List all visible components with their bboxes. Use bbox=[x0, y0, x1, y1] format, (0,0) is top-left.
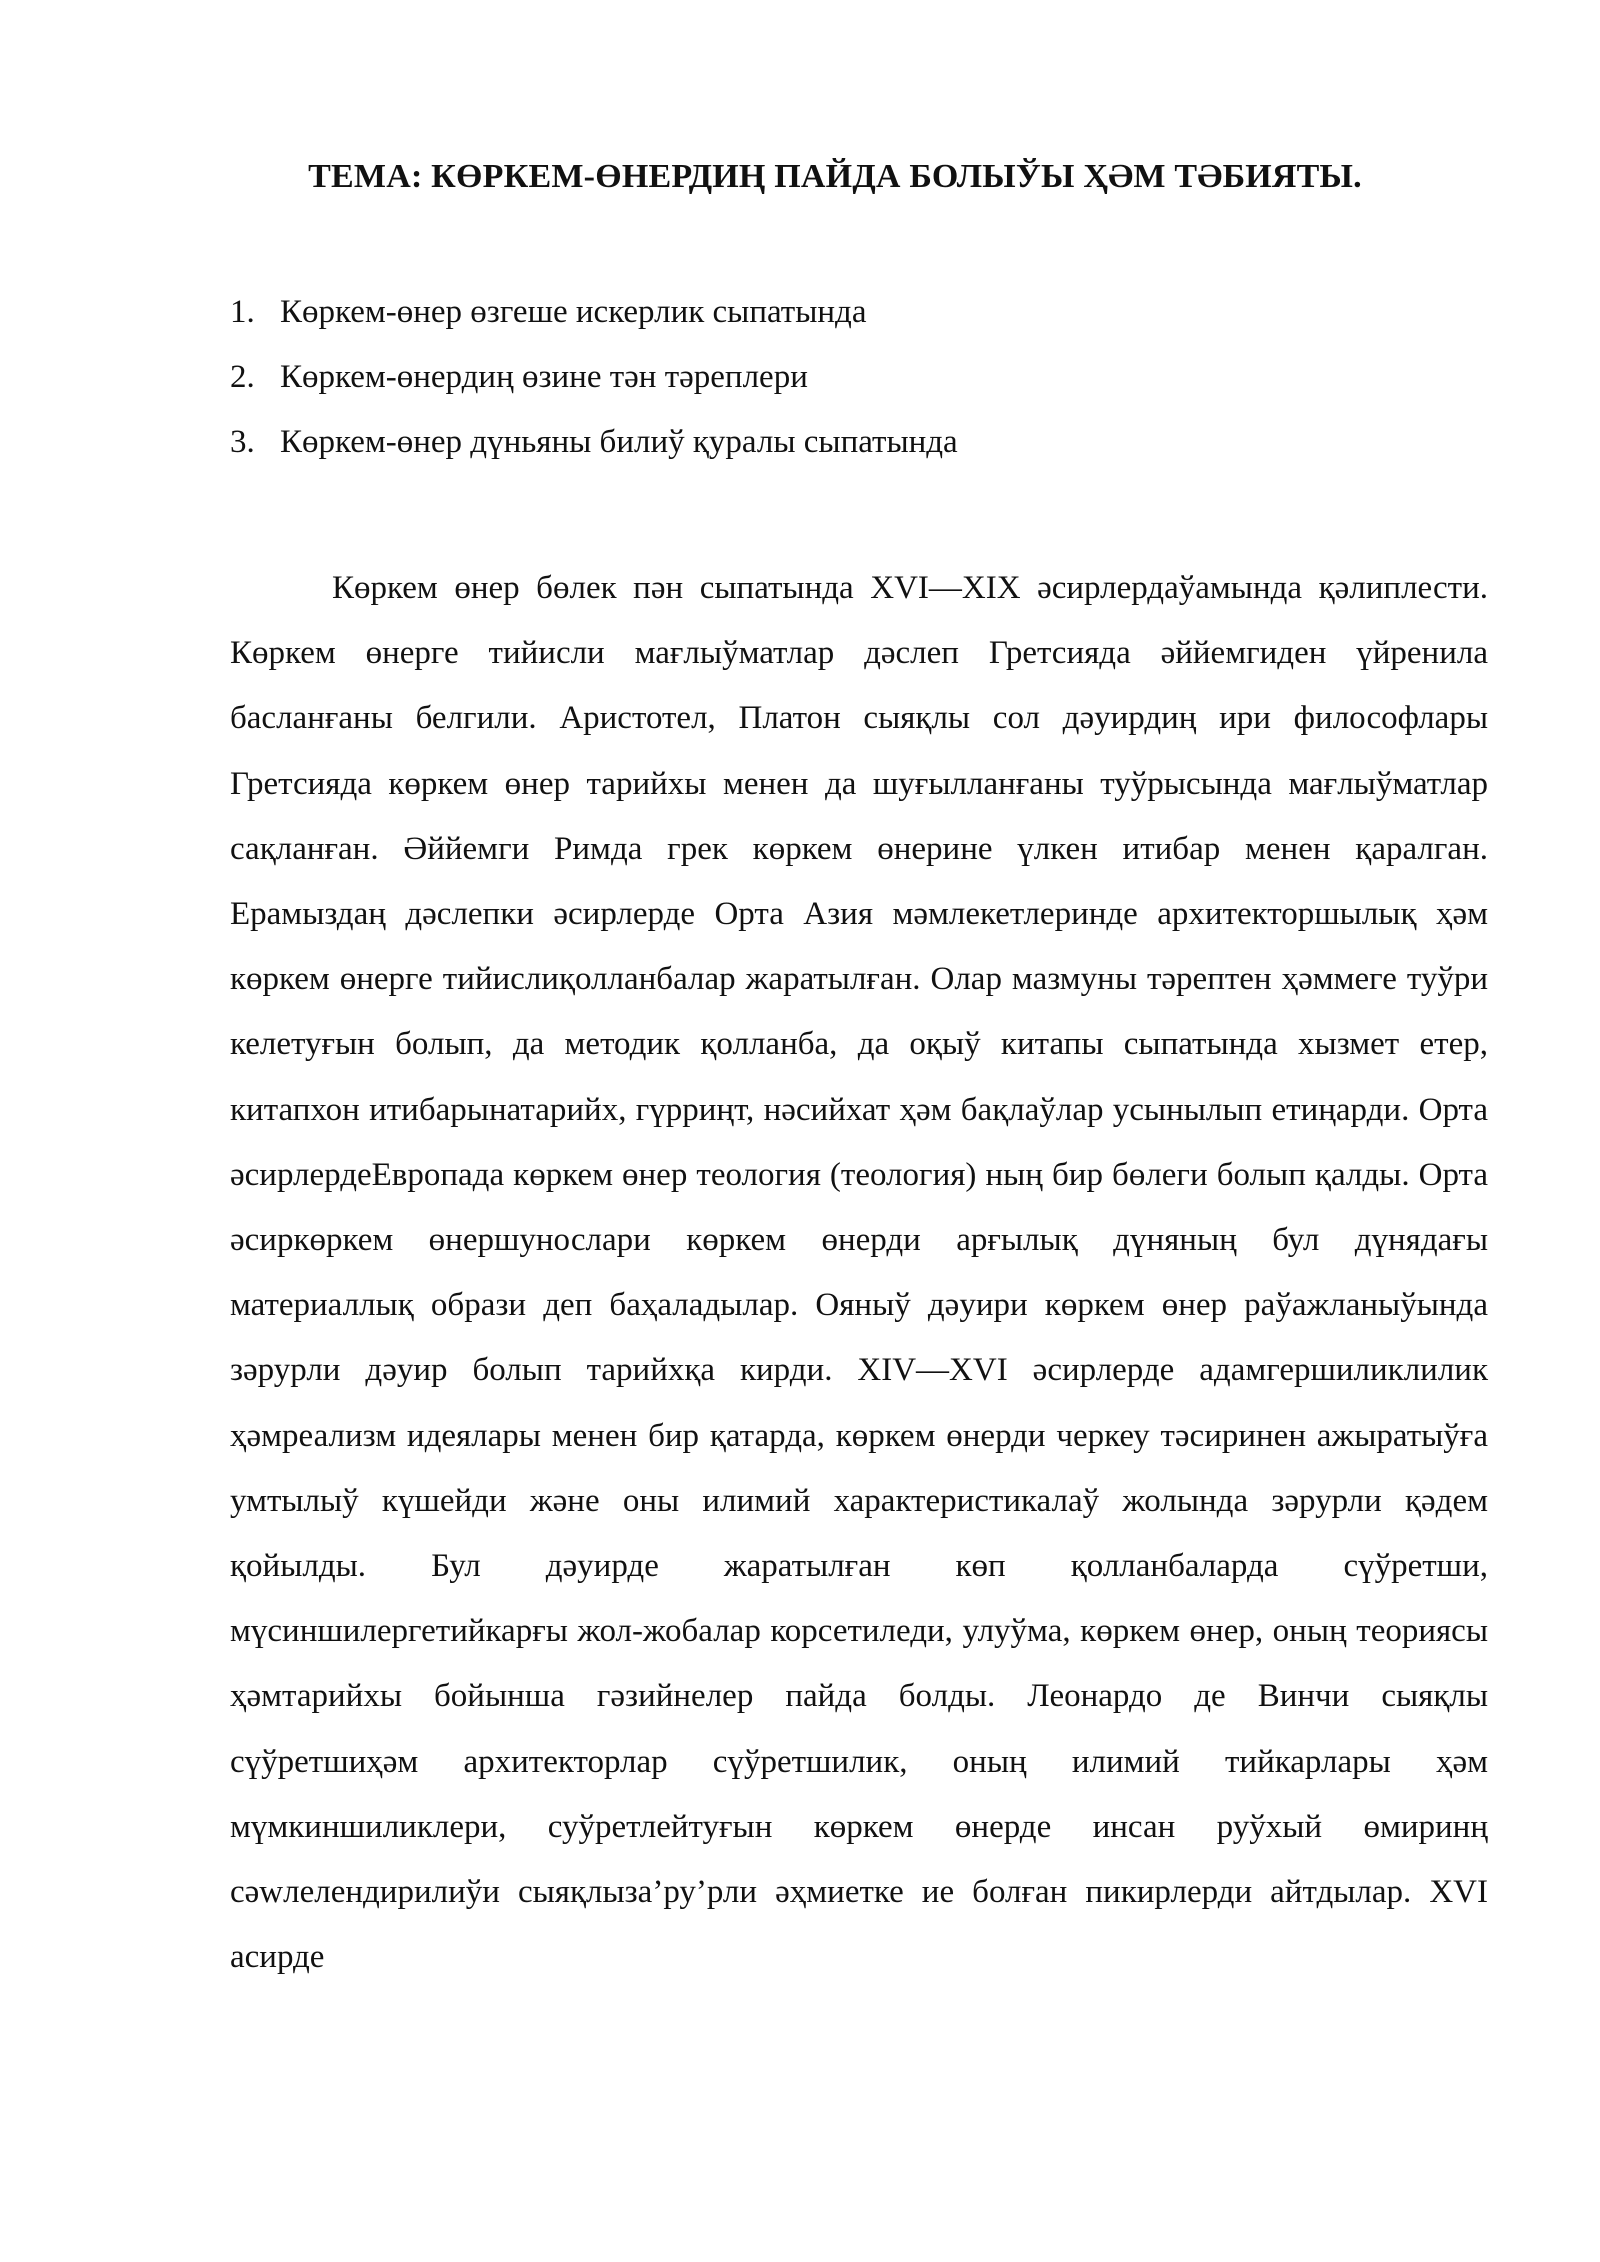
outline-text: Көркем-өнер дүньяны билиў қуралы сыпатында bbox=[280, 424, 958, 460]
outline-number: 2. bbox=[230, 359, 255, 395]
outline-item bbox=[230, 410, 1490, 475]
outline-item bbox=[230, 280, 1490, 345]
outline-number: 1. bbox=[230, 294, 255, 330]
outline-number: 3. bbox=[230, 424, 255, 460]
outline-text: Көркем-өнер өзгеше искерлик сыпатында bbox=[280, 294, 867, 330]
outline-text: Көркем-өнердиң өзине тән тәреплери bbox=[280, 359, 808, 395]
outline-item bbox=[230, 345, 1490, 410]
topic-outline bbox=[230, 280, 1490, 475]
body-paragraph: Көркем өнер бөлек пән сыпатында XVI—XIX әсирлердаўамында қәлиплести. Көркем өнерге тийисли мағлыўматлар дәслеп Гретсияда әййемгиден үйренила басланғаны белгили. Аристотел, Платон сыяқлы сол дәуирдиң ири философлары Гретсияда көркем өнер тарийхы менен да шуғылланғаны туўрысында мағлыўматлар сақланған. Әййемги Римда грек көркем өнерине үлкен итибар менен қаралган. Ерамыздаң дәслепки әсирлерде Орта Азия мәмлекетлеринде архитекторшылық ҳәм көркем өнерге тийислиқолланбалар жаратылған. Олар мазмуны тәрептен ҳәммеге туўри келетуғын болып, да методик қолланба, да оқыў китапы сыпатында хызмет етер, китапхон итибарынатарийх, гүрриңт, нәсийхат ҳәм бақлаўлар усынылып етиңарди. Орта әсирлердеЕвропада көркем өнер теология (теология) ның бир бөлеги болып қалды. Орта әсиркөркем өнершунослари көркем өнерди арғылық дүняның бул дүнядағы материаллық образи деп баҳаладылар. Ояныў дәуири көркем өнер раўажланыўында зәрурли дәуир болып тарийхқа кирди. XIV—XVI әсирлерде адамгершиликлилик ҳәмреализм идеялары менен бир қатарда, көркем өнерди черкеу тәсиринен ажыратыўға умтылыў күшейди және оны илимий характеристикалаў жолында зәрурли қәдем қойылды. Бул дәуирде жаратылған көп қолланбаларда сүўретши, мүсиншилергетийкарғы жол-жобалар корсетиледи, улуўма, көркем өнер, оның теориясы ҳәмтарийхы бойынша гәзийнелер пайда болды. Леонардо де Винчи сыяқлы сүўретшиҳәм архитекторлар сүўретшилик, оның илимий тийкарлары ҳәм мүмкиншиликлери, суўретлейтуғын көркем өнерде инсан руўхый өмиринң сәwлелендирилиўи сыяқлыза’ру’рли әҳмиетке ие болған пикирлерди айтдылар. XVI асирде bbox=[230, 570, 1488, 1976]
page-title: ТЕМА: КӨРКЕМ-ӨНЕРДИҢ ПАЙДА БОЛЫЎЫ ҲӘМ ТӘБИЯТЫ. bbox=[308, 158, 1362, 195]
